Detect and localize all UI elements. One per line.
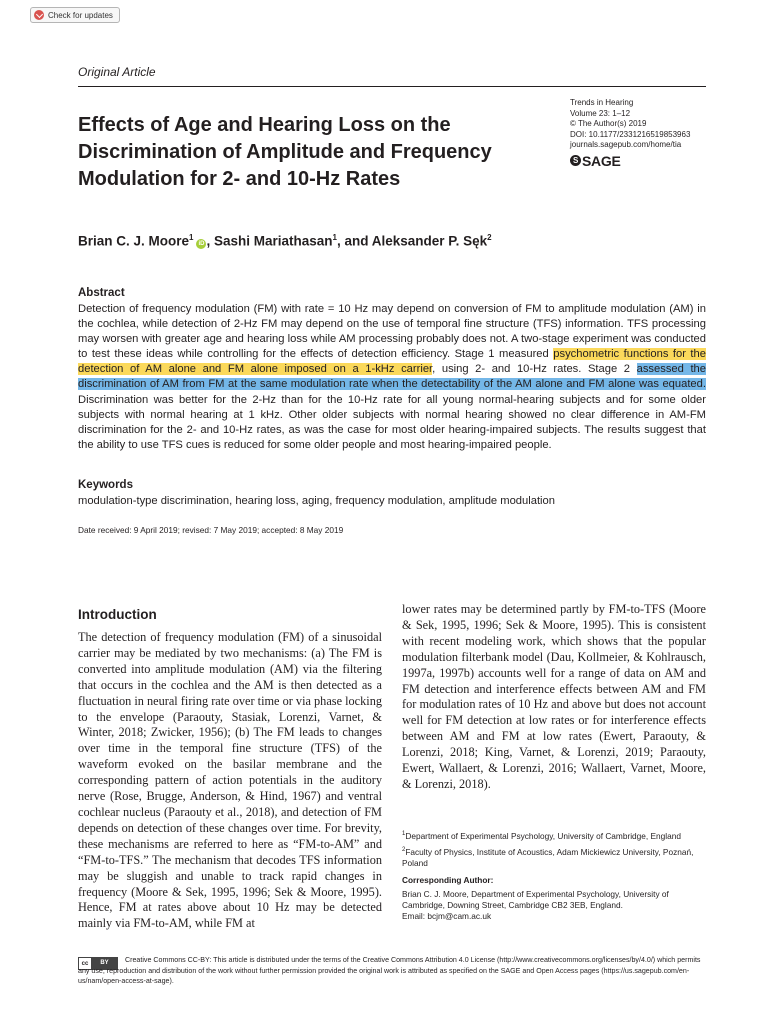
abstract-heading: Abstract: [78, 287, 125, 299]
affiliation-number: 2: [402, 846, 406, 853]
license-statement: Creative Commons CC-BY: This article is distributed under the terms of the Creative Commons Attribution 4.0 License (http://www.creativecommons.org/licenses/by/4.0/) which permits any use, reproduction and distribution of the work without further permission provided the original work is attributed as specified on the SAGE and Open Access pages (https://us.sagepub.com/en-us/nam/open-access-at-sage).: [78, 956, 701, 986]
corresponding-author-text: [402, 889, 706, 922]
abstract-segment: Detection of frequency modulation (FM) with rate = 10 Hz may depend on conversion of FM to amplitude modulation (AM) in the cochlea, while detection of 2-Hz FM may depend on the use of temporal fine structure (TFS) information. TFS processing may worsen with greater age and hearing loss while AM processing probably does not. A two-stage experiment was conducted to test these ideas while controlling for the effects of detection efficiency. Stage 1 measured: [78, 303, 706, 361]
abstract-segment: , using 2- and 10-Hz rates. Stage 2: [432, 363, 637, 376]
keywords-text: modulation-type discrimination, hearing loss, aging, frequency modulation, amplitude modulation: [78, 495, 555, 507]
abstract-text: [78, 302, 706, 453]
check-updates-label: Check for updates: [48, 10, 113, 20]
journal-doi[interactable]: DOI: 10.1177/2331216519853963: [570, 129, 691, 139]
affiliation-text: Department of Experimental Psychology, University of Cambridge, England: [405, 830, 681, 841]
affiliation-text: Faculty of Physics, Institute of Acoustics, Adam Mickiewicz University, Poznań, Poland: [402, 846, 694, 868]
author-affiliation-mark: 1: [189, 233, 194, 242]
author-name[interactable]: Sashi Mariathasan: [214, 233, 333, 249]
paper-title: Effects of Age and Hearing Loss on the Discrimination of Amplitude and Frequency Modulation for 2- and 10-Hz Rates: [78, 114, 492, 190]
article-dates: Date received: 9 April 2019; revised: 7 May 2019; accepted: 8 May 2019: [78, 525, 344, 535]
check-for-updates-button[interactable]: [30, 7, 120, 23]
journal-name: Trends in Hearing: [570, 98, 634, 107]
highlight-yellow[interactable]: psychometric functions for the detection of AM alone and FM alone imposed on a 1-kHz carrier: [78, 348, 706, 376]
footnotes: [402, 829, 706, 925]
introduction-heading: Introduction: [78, 607, 157, 622]
author-separator: ,: [206, 233, 214, 249]
left-column: [78, 606, 382, 932]
introduction-text-right: lower rates may be determined partly by FM-to-TFS (Moore & Sek, 1995, 1996; Sek & Moore, 1995). This is consistent with recent modeling work, which shows that the popular modulation filterbank model (Dau, Kollmeier, & Kohlrausch, 1997a, 1997b) accounts well for a range of data on AM and FM detection and interference effects between AM and FM for modulation rates of 10 Hz and above but does not account well for FM detection at low rates or for interference effects between AM and FM at low rates (Ewert, Paraouty, & Lorenzi, 2018; King, Varnet, & Lorenzi, 2019; Paraouty, Ewert, Wallaert, & Lorenzi, 2016; Wallaert, Varnet, Moore, & Lorenzi, 2018).: [402, 602, 706, 791]
cc-icon: cc: [79, 958, 92, 969]
author-list: [78, 233, 492, 249]
orcid-icon[interactable]: iD: [198, 240, 205, 247]
abstract-segment: Discrimination was better for the 2-Hz than for the 10-Hz rate for all young normal-hearing subjects and for some older subjects with normal hearing at 1 kHz. Other older subjects with normal hearing showed no clear difference in AM-FM discrimination for the 2- and 10-Hz rates, as was the case for most older hearing-impaired subjects. The results suggest that the ability to use TFS cues is reduced for some older people and most hearing-impaired people.: [78, 393, 706, 451]
license-text: [78, 955, 706, 987]
journal-info: [570, 98, 690, 169]
affiliation-1: [402, 829, 706, 842]
right-column: [402, 602, 706, 793]
journal-copyright: © The Author(s) 2019: [570, 119, 647, 128]
journal-volume: Volume 23: 1–12: [570, 108, 631, 118]
publisher-name: SAGE: [582, 152, 621, 169]
article-type: Original Article: [78, 65, 156, 79]
author-affiliation-mark: 1: [332, 233, 337, 242]
author-name[interactable]: Aleksander P. Sęk: [371, 233, 488, 249]
publisher-logo: [570, 153, 690, 169]
keywords-heading: Keywords: [78, 479, 133, 491]
check-updates-icon: [34, 10, 44, 20]
header-rule: [78, 86, 706, 87]
by-icon: BY: [92, 958, 117, 969]
author-name[interactable]: Brian C. J. Moore: [78, 233, 190, 249]
sage-logo-icon: S: [570, 155, 581, 166]
affiliation-number: 1: [402, 831, 406, 837]
affiliation-2: [402, 845, 706, 869]
introduction-text-left: The detection of frequency modulation (FM) of a sinusoidal carrier may be mediated by two mechanisms: (a) The FM is converted into amplitude modulation (AM) via the filtering that occurs in the cochlea and the AM is then detected as a fluctuation in neural firing rate over time or via phase locking to the envelope (Paraouty, Stasiak, Lorenzi, Varnet, & Winter, 2018; Zwicker, 1956); (b) The FM leads to changes over time in the temporal fine structure (TFS) of the waveform evoked on the basilar membrane and the corresponding pattern of action potentials in the auditory nerve (Rose, Brugge, Anderson, & Hind, 1967) and ventral cochlear nucleus (Paraouty et al., 2018), and detection of FM depends on detection of these changes over time. For brevity, these mechanisms are referred to here as “FM-to-AM” and “FM-to-TFS.” The mechanism that decodes TFS information may be sluggish and unable to track rapid changes in frequency (Moore & Sek, 1995, 1996; Sek & Moore, 1995). Hence, FM at rates above about 10 Hz may be detected mainly via FM-to-AM, while FM at: [78, 630, 382, 931]
corresponding-author-address: Brian C. J. Moore, Department of Experimental Psychology, University of Cambridge, Downing Street, Cambridge CB2 3EB, England.: [402, 888, 669, 910]
journal-url[interactable]: journals.sagepub.com/home/tia: [570, 140, 682, 149]
author-affiliation-mark: 2: [487, 233, 492, 242]
author-separator: , and: [337, 233, 372, 249]
corresponding-author-heading: Corresponding Author:: [402, 874, 494, 885]
highlight-blue[interactable]: assessed the discrimination of AM from FM at the same modulation rate when the detectability of the AM alone and FM alone was equated.: [78, 363, 706, 391]
corresponding-author-email[interactable]: Email: bcjm@cam.ac.uk: [402, 910, 492, 921]
